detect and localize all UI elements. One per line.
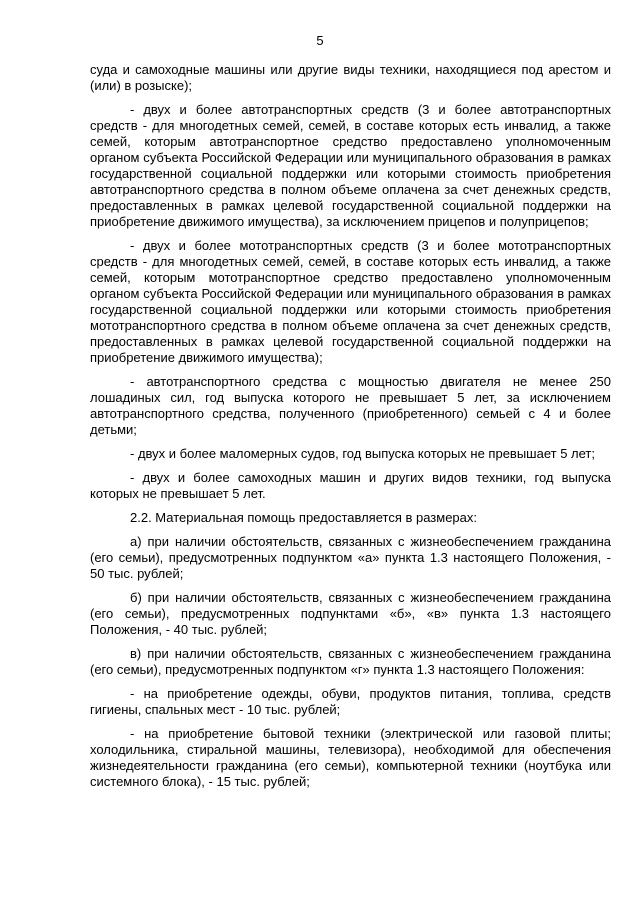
paragraph-self-propelled: - двух и более самоходных машин и других видов техники, год выпуска которых не превышает 5 лет. (90, 470, 611, 501)
paragraph-moto-vehicles: - двух и более мототранспортных средств (3 и более мототранспортных средств - для многодетных семей, семей, в составе которых есть инвалид, а также семей, которым мототранспортное средство предоставлено уполномоченным органом субъекта Российской Федерации или муниципального образования в рамках государственной социальной поддержки или которыми стоимость приобретения мототранспортного средства в полном объеме оплачена за счет денежных средств, предоставленных в рамках целевой государственной социальной поддержки на приобретение движимого имущества); (90, 238, 611, 365)
page-number: 5 (316, 33, 324, 48)
document-body (90, 62, 611, 790)
paragraph-section-2-2: 2.2. Материальная помощь предоставляется в размерах: (130, 510, 478, 525)
paragraph-item-a: а) при наличии обстоятельств, связанных с жизнеобеспечением гражданина (его семьи), предусмотренных подпунктом «а» пункта 1.3 настоящего Положения, - 50 тыс. рублей; (90, 534, 611, 581)
paragraph-clothing-food: - на приобретение одежды, обуви, продуктов питания, топлива, средств гигиены, спальных мест - 10 тыс. рублей; (90, 686, 611, 717)
paragraph-item-b: б) при наличии обстоятельств, связанных с жизнеобеспечением гражданина (его семьи), предусмотренных подпунктами «б», «в» пункта 1.3 настоящего Положения, - 40 тыс. рублей; (90, 590, 611, 637)
paragraph-appliances: - на приобретение бытовой техники (электрической или газовой плиты; холодильника, стиральной машины, телевизора), необходимой для обеспечения жизнедеятельности гражданина (его семьи), компьютерной техники (ноутбука или системного блока), - 15 тыс. рублей; (90, 726, 611, 789)
paragraph-small-vessels: - двух и более маломерных судов, год выпуска которых не превышает 5 лет; (130, 446, 595, 461)
paragraph-continuation: суда и самоходные машины или другие виды техники, находящиеся под арестом и (или) в розыске); (90, 62, 611, 93)
paragraph-item-v: в) при наличии обстоятельств, связанных с жизнеобеспечением гражданина (его семьи), предусмотренных подпунктом «г» пункта 1.3 настоящего Положения: (90, 646, 611, 677)
paragraph-auto-vehicles: - двух и более автотранспортных средств (3 и более автотранспортных средств - для многодетных семей, семей, в составе которых есть инвалид, а также семей, которым автотранспортное средство предоставлено уполномоченным органом субъекта Российской Федерации или муниципального образования в рамках государственной социальной поддержки или которыми стоимость приобретения автотранспортного средства в полном объеме оплачена за счет денежных средств, предоставленных в рамках целевой государственной социальной поддержки на приобретение движимого имущества), за исключением прицепов и полуприцепов; (90, 102, 611, 229)
paragraph-engine-power: - автотранспортного средства с мощностью двигателя не менее 250 лошадиных сил, год выпуска которого не превышает 5 лет, за исключением автотранспортного средства, полученного (приобретенного) семьей с 4 и более детьми; (90, 374, 611, 437)
